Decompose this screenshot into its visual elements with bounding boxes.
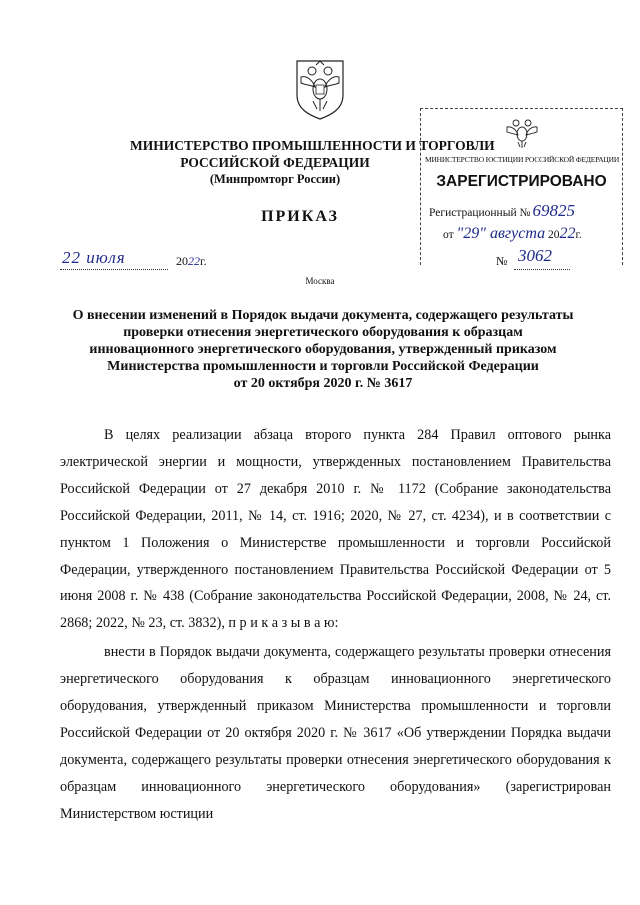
city: Москва [305,276,335,286]
document-title-line: инновационного энергетического оборудования, утвержденный приказом [89,342,557,357]
stamp-year-handwritten: 22 [559,225,576,242]
russian-coat-of-arms-emblem [293,55,347,121]
stamp-date-label: от [443,229,454,241]
document-title-line: проверки отнесения энергетического оборудования к образцам [123,325,523,340]
document-body [60,422,611,828]
stamp-reg-label: Регистрационный № [429,207,531,219]
stamp-date-handwritten: "29" августа [456,225,546,242]
stamp-registration-date [443,225,582,243]
body-paragraph-preamble: В целях реализации абзаца второго пункта 284 Правил оптового рынка электрической энергии и мощности, утвержденных постановлением Правительства Российской Федерации от 27 декабря 2010 г. № 1172 (Собрание законодательства Российской Федерации, 2011, № 14, ст. 1916; 2020, № 27, ст. 4234), и в соответствии с пунктом 1 Положения о Министерстве промышленности и торговли Российской Федерации, утвержденного постановлением Правительства Российской Федерации от 5 июня 2008 г. № 438 (Собрание законодательства Российской Федерации, 2008, № 24, ст. 2868; 2022, № 23, ст. 3832), п р и к а з ы в а ю: [60,427,611,632]
stamp-year-suffix: г. [575,229,582,241]
order-year-handwritten: 22 [188,254,200,268]
stamp-year-prefix: 20 [547,229,560,241]
order-year-prefix: 20 [176,254,188,268]
order-date [60,248,230,274]
document-title [40,307,606,392]
number-underline [514,269,570,270]
stamp-emblem-icon [505,115,539,149]
order-number-label: № [496,254,508,268]
stamp-registration-number [429,201,575,221]
registration-stamp [420,108,623,265]
body-paragraph-order: внести в Порядок выдачи документа, содержащего результаты проверки отнесения энергетического оборудования к образцам инновационного энергетического оборудования, утвержденный приказом Министерства промышленности и торговли Российской Федерации от 20 октября 2020 г. № 3617 «Об утверждении Порядка выдачи документа, содержащего результаты проверки отнесения энергетического оборудования к образцам инновационного энергетического оборудования» (зарегистрирован Министерством юстиции [60,644,611,822]
document-title-line: от 20 октября 2020 г. № 3617 [233,376,413,391]
stamp-reg-number-handwritten: 69825 [532,201,575,220]
order-year [176,254,207,269]
date-underline [60,269,168,270]
order-date-handwritten: 22 июля [62,248,126,267]
ministry-short-name: (Минпромторг России) [209,172,341,186]
stamp-registered-label: ЗАРЕГИСТРИРОВАНО [436,173,607,190]
ministry-name-line2: РОССИЙСКОЙ ФЕДЕРАЦИИ [180,155,370,170]
order-title: ПРИКАЗ [261,208,339,225]
document-title-line: Министерства промышленности и торговли Российской Федерации [107,359,539,374]
stamp-organization: МИНИСТЕРСТВО ЮСТИЦИИ РОССИЙСКОЙ ФЕДЕРАЦИИ [425,155,620,164]
ministry-name-line1: МИНИСТЕРСТВО ПРОМЫШЛЕННОСТИ И ТОРГОВЛИ [130,138,495,153]
order-year-suffix: г. [200,254,207,268]
order-number-handwritten: 3062 [518,246,552,265]
document-title-line: О внесении изменений в Порядок выдачи документа, содержащего результаты [72,308,574,323]
ministry-header [130,137,495,188]
